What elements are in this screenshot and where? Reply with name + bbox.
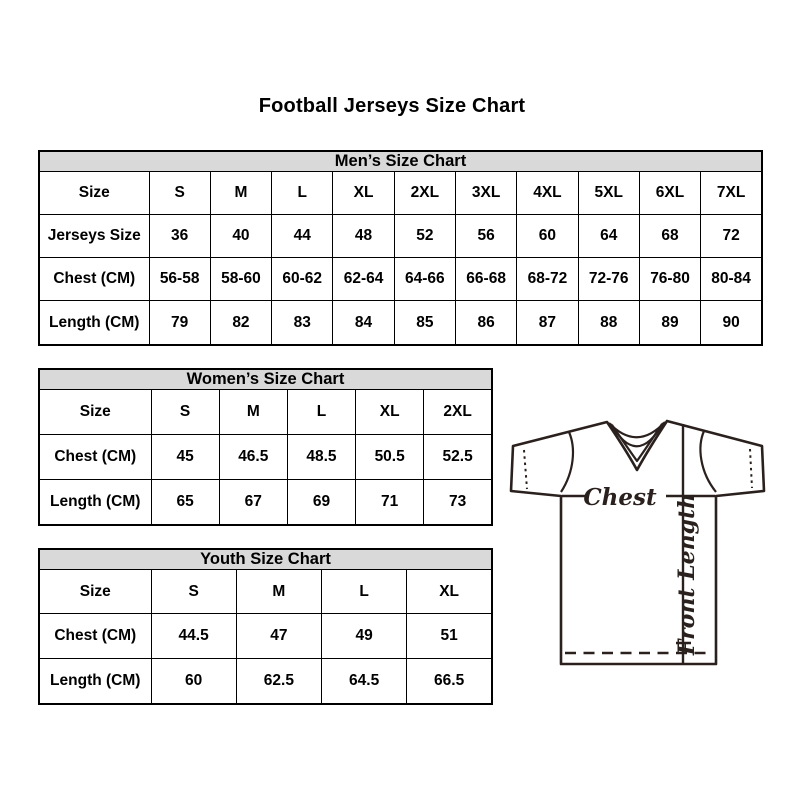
table-row xyxy=(39,434,492,479)
row-label-cell: Chest (CM) xyxy=(39,258,149,301)
table-cell: 46.5 xyxy=(219,434,287,479)
table-cell: 56 xyxy=(455,215,516,258)
table-cell: 90 xyxy=(701,301,762,345)
jersey-outline-shape xyxy=(511,421,764,664)
table-cell: 72 xyxy=(701,215,762,258)
table-row xyxy=(39,479,492,525)
table-cell: 62-64 xyxy=(333,258,394,301)
table-cell: 86 xyxy=(455,301,516,345)
table-cell: 6XL xyxy=(639,172,700,215)
row-label-cell: Chest (CM) xyxy=(39,434,151,479)
youth-size-table xyxy=(38,548,493,705)
table-cell: 72-76 xyxy=(578,258,639,301)
table-cell: S xyxy=(151,390,219,435)
table-header-row xyxy=(39,549,492,570)
table-header: Youth Size Chart xyxy=(39,549,492,570)
table-cell: 7XL xyxy=(701,172,762,215)
table-cell: L xyxy=(272,172,333,215)
table-cell: 45 xyxy=(151,434,219,479)
table-cell: M xyxy=(219,390,287,435)
table-cell: 3XL xyxy=(455,172,516,215)
front-length-label: Front Length xyxy=(674,492,700,656)
table-row xyxy=(39,570,492,614)
womens-size-table xyxy=(38,368,493,526)
table-row xyxy=(39,390,492,435)
row-label-cell: Chest (CM) xyxy=(39,614,151,658)
table-cell: 52 xyxy=(394,215,455,258)
row-label-cell: Length (CM) xyxy=(39,658,151,704)
table-cell: 79 xyxy=(149,301,210,345)
table-cell: M xyxy=(236,570,321,614)
table-cell: S xyxy=(151,570,236,614)
table-cell: 65 xyxy=(151,479,219,525)
row-label-cell: Size xyxy=(39,172,149,215)
table-cell: 82 xyxy=(210,301,271,345)
table-cell: 68-72 xyxy=(517,258,578,301)
table-cell: 40 xyxy=(210,215,271,258)
row-label-cell: Size xyxy=(39,570,151,614)
table-cell: 67 xyxy=(219,479,287,525)
table-cell: 50.5 xyxy=(356,434,424,479)
table-cell: XL xyxy=(333,172,394,215)
table-cell: L xyxy=(287,390,355,435)
mens-size-table xyxy=(38,150,763,346)
table-cell: 4XL xyxy=(517,172,578,215)
table-cell: 60 xyxy=(151,658,236,704)
table-cell: 66.5 xyxy=(407,658,492,704)
table-row xyxy=(39,301,762,345)
table-header-row xyxy=(39,151,762,172)
table-cell: 64-66 xyxy=(394,258,455,301)
table-cell: 51 xyxy=(407,614,492,658)
table-header: Women’s Size Chart xyxy=(39,369,492,390)
chest-label: Chest xyxy=(583,484,657,511)
table-cell: 69 xyxy=(287,479,355,525)
table-cell: 52.5 xyxy=(424,434,492,479)
table-cell: 47 xyxy=(236,614,321,658)
table-cell: 87 xyxy=(517,301,578,345)
table-cell: 64 xyxy=(578,215,639,258)
table-cell: 71 xyxy=(356,479,424,525)
table-cell: 89 xyxy=(639,301,700,345)
table-cell: 84 xyxy=(333,301,394,345)
table-cell: 62.5 xyxy=(236,658,321,704)
table-cell: 88 xyxy=(578,301,639,345)
table-cell: XL xyxy=(356,390,424,435)
table-cell: 68 xyxy=(639,215,700,258)
table-cell: 49 xyxy=(322,614,407,658)
row-label-cell: Length (CM) xyxy=(39,479,151,525)
table-cell: 73 xyxy=(424,479,492,525)
table-cell: S xyxy=(149,172,210,215)
table-cell: 48 xyxy=(333,215,394,258)
table-cell: L xyxy=(322,570,407,614)
table-cell: 58-60 xyxy=(210,258,271,301)
page-title: Football Jerseys Size Chart xyxy=(258,95,526,117)
row-label-cell: Length (CM) xyxy=(39,301,149,345)
table-cell: 44 xyxy=(272,215,333,258)
table-row xyxy=(39,614,492,658)
table-cell: 56-58 xyxy=(149,258,210,301)
table-row xyxy=(39,658,492,704)
table-cell: M xyxy=(210,172,271,215)
table-row xyxy=(39,215,762,258)
table-header-row xyxy=(39,369,492,390)
table-cell: 64.5 xyxy=(322,658,407,704)
table-cell: 80-84 xyxy=(701,258,762,301)
table-cell: 5XL xyxy=(578,172,639,215)
table-cell: 2XL xyxy=(424,390,492,435)
table-cell: 36 xyxy=(149,215,210,258)
table-cell: 76-80 xyxy=(639,258,700,301)
table-cell: 60-62 xyxy=(272,258,333,301)
row-label-cell: Jerseys Size xyxy=(39,215,149,258)
table-cell: 48.5 xyxy=(287,434,355,479)
jersey-measurement-diagram xyxy=(500,403,800,708)
table-cell: 60 xyxy=(517,215,578,258)
table-row xyxy=(39,258,762,301)
table-cell: 66-68 xyxy=(455,258,516,301)
row-label-cell: Size xyxy=(39,390,151,435)
table-cell: 83 xyxy=(272,301,333,345)
table-row xyxy=(39,172,762,215)
table-cell: 2XL xyxy=(394,172,455,215)
table-cell: XL xyxy=(407,570,492,614)
table-cell: 44.5 xyxy=(151,614,236,658)
table-cell: 85 xyxy=(394,301,455,345)
table-header: Men’s Size Chart xyxy=(39,151,762,172)
